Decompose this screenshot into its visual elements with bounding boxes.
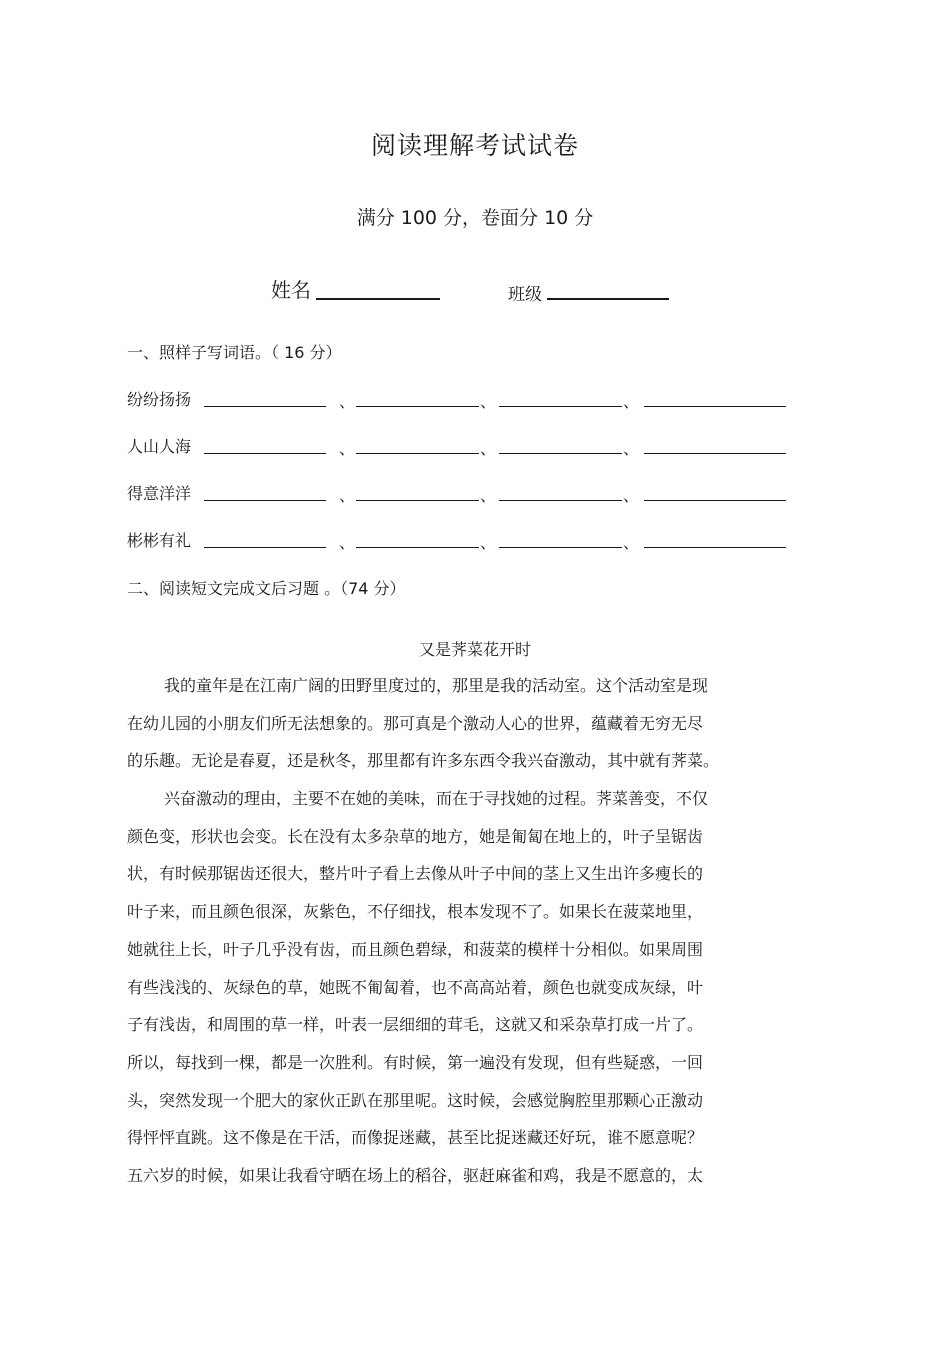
- answer-blank[interactable]: [356, 453, 479, 454]
- answer-blank[interactable]: [499, 406, 622, 407]
- passage-line: 她就往上长，叶子几乎没有齿，而且颜色碧绿，和菠菜的模样十分相似。如果周围: [127, 939, 704, 959]
- answer-blank[interactable]: [499, 547, 622, 548]
- example-word: 纷纷扬扬: [127, 390, 192, 409]
- separator: 、: [480, 533, 497, 552]
- separator: 、: [339, 486, 356, 505]
- story-passage: [127, 673, 787, 1201]
- answer-blank[interactable]: [499, 500, 622, 501]
- passage-line: 子有浅齿，和周围的草一样，叶表一层细细的茸毛，这就又和采杂草打成一片了。: [127, 1015, 704, 1035]
- answer-blank[interactable]: [644, 547, 786, 548]
- answer-blank[interactable]: [644, 453, 786, 454]
- answer-blank[interactable]: [356, 547, 479, 548]
- separator: 、: [623, 486, 640, 505]
- page-title: 阅读理解考试试卷: [370, 131, 579, 160]
- answer-blank[interactable]: [204, 547, 326, 548]
- class-label: 班级: [508, 285, 542, 305]
- passage-line: 在幼儿园的小朋友们所无法想象的。那可真是个激动人心的世界，蕴藏着无穷无尽: [127, 713, 704, 733]
- word-row: [127, 481, 807, 507]
- separator: 、: [480, 486, 497, 505]
- answer-blank[interactable]: [499, 453, 622, 454]
- answer-blank[interactable]: [644, 406, 786, 407]
- separator: 、: [339, 439, 356, 458]
- answer-blank[interactable]: [204, 500, 326, 501]
- separator: 、: [339, 533, 356, 552]
- passage-line: 状，有时候那锯齿还很大，整片叶子看上去像从叶子中间的茎上又生出许多瘦长的: [127, 864, 704, 884]
- story-title: 又是荠菜花开时: [418, 640, 531, 659]
- separator: 、: [623, 392, 640, 411]
- section2-heading: 二、阅读短文完成文后习题 。（74 分）: [127, 579, 406, 598]
- word-row: [127, 434, 807, 460]
- separator: 、: [339, 392, 356, 411]
- separator: 、: [480, 439, 497, 458]
- passage-line: 我的童年是在江南广阔的田野里度过的，那里是我的活动室。这个活动室是现: [164, 676, 709, 695]
- example-word: 人山人海: [127, 437, 192, 456]
- separator: 、: [480, 392, 497, 411]
- passage-line: 所以，每找到一棵，都是一次胜利。有时候，第一遍没有发现，但有些疑惑，一回: [127, 1052, 704, 1072]
- passage-line: 头，突然发现一个肥大的家伙正趴在那里呢。这时候，会感觉胸腔里那颗心正激动: [127, 1090, 704, 1110]
- word-row: [127, 528, 807, 554]
- separator: 、: [623, 533, 640, 552]
- answer-blank[interactable]: [204, 453, 326, 454]
- passage-line: 有些浅浅的、灰绿色的草，她既不匍匐着，也不高高站着，颜色也就变成灰绿，叶: [127, 977, 704, 997]
- name-blank[interactable]: [316, 298, 440, 300]
- example-word: 彬彬有礼: [127, 531, 192, 550]
- separator: 、: [623, 439, 640, 458]
- passage-line: 兴奋激动的理由，主要不在她的美味，而在于寻找她的过程。荠菜善变，不仅: [164, 789, 709, 809]
- answer-blank[interactable]: [356, 406, 479, 407]
- answer-blank[interactable]: [356, 500, 479, 501]
- answer-blank[interactable]: [204, 406, 326, 407]
- example-word: 得意洋洋: [127, 484, 192, 503]
- passage-line: 的乐趣。无论是春夏，还是秋冬，那里都有许多东西令我兴奋激动，其中就有荠菜。: [127, 751, 720, 771]
- word-row: [127, 387, 807, 413]
- passage-line: 叶子来，而且颜色很深，灰紫色，不仔细找，根本发现不了。如果长在菠菜地里，: [127, 902, 704, 922]
- student-info-row: [0, 274, 950, 306]
- passage-line: 得怦怦直跳。这不像是在干活，而像捉迷藏，甚至比捉迷藏还好玩，谁不愿意呢？: [127, 1128, 704, 1148]
- passage-line: 颜色变，形状也会变。长在没有太多杂草的地方，她是匍匐在地上的，叶子呈锯齿: [127, 826, 704, 846]
- answer-blank[interactable]: [644, 500, 786, 501]
- passage-line: 五六岁的时候，如果让我看守晒在场上的稻谷，驱赶麻雀和鸡，我是不愿意的，太: [127, 1165, 704, 1185]
- name-label: 姓名: [271, 278, 311, 302]
- section1-heading: 一、照样子写词语。（ 16 分）: [127, 343, 342, 362]
- score-info: 满分 100 分，卷面分 10 分: [356, 207, 594, 229]
- class-blank[interactable]: [547, 298, 669, 300]
